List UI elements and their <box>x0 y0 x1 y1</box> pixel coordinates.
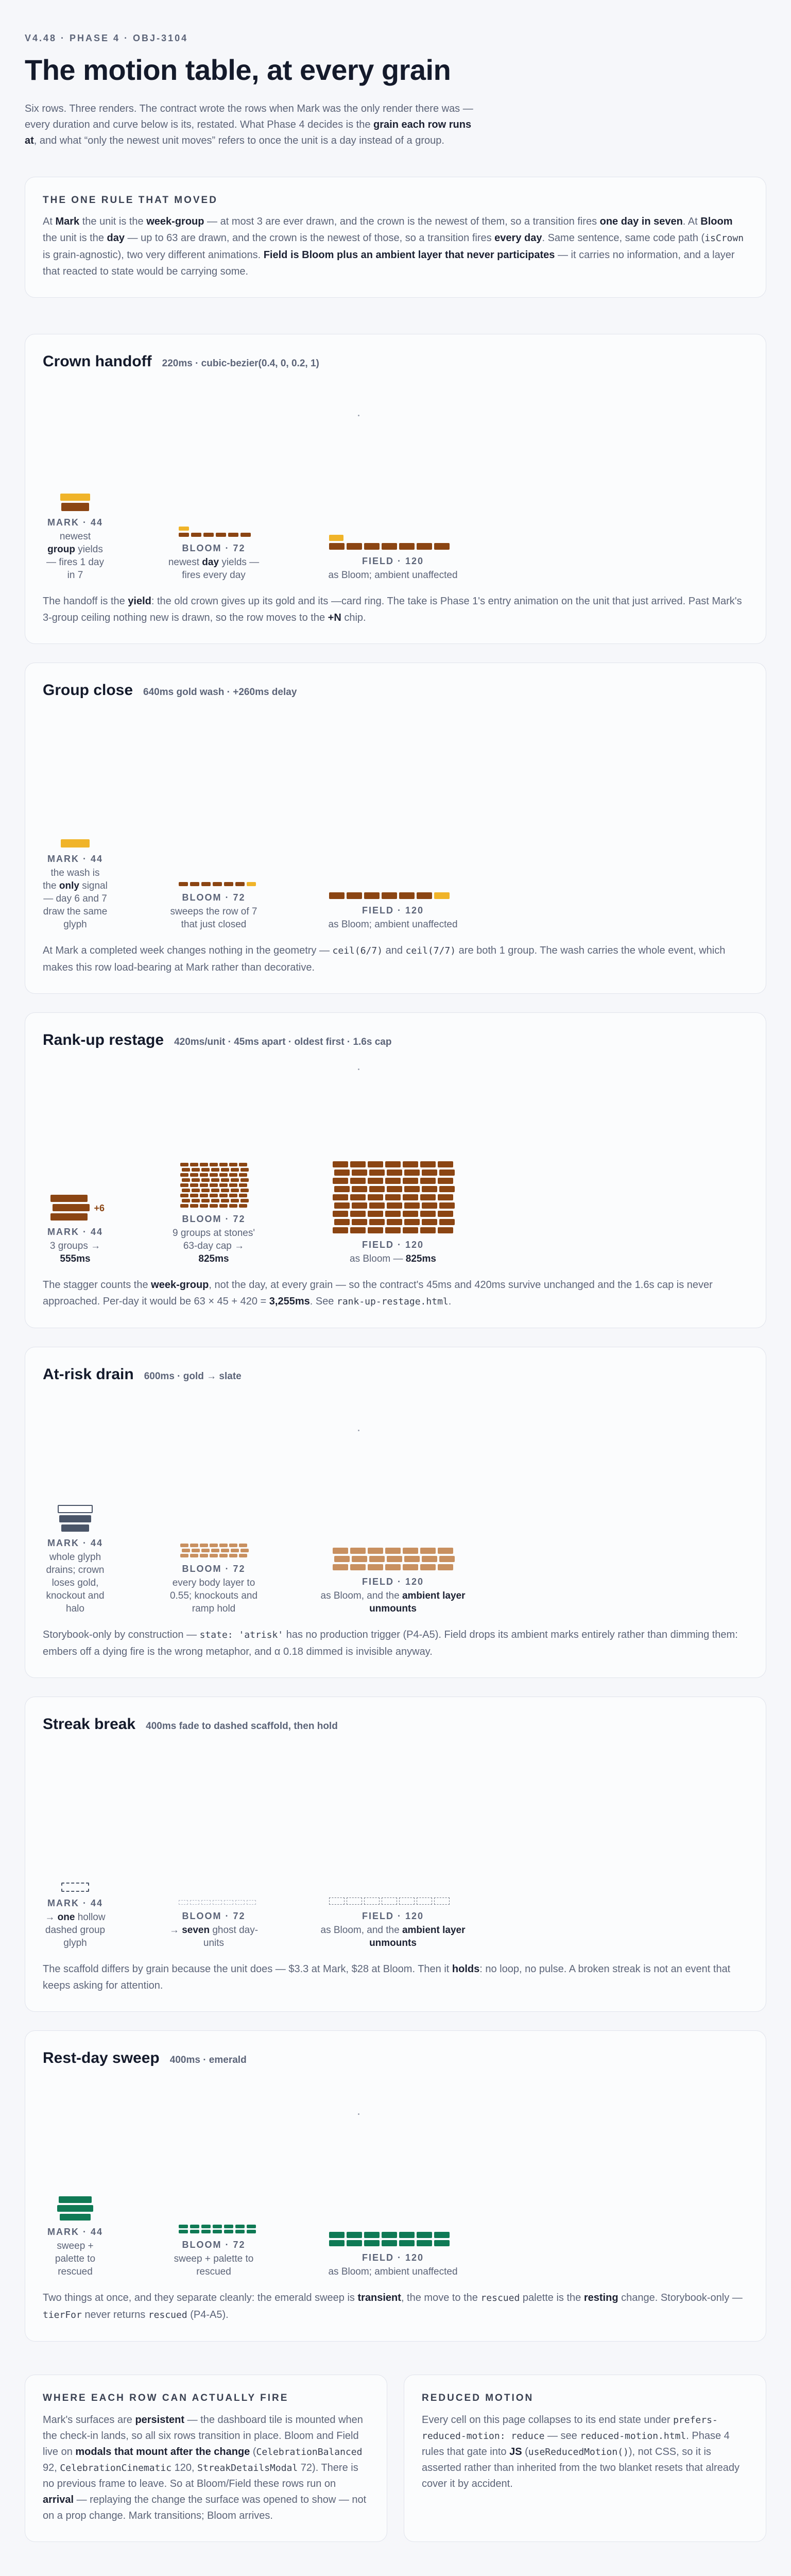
brick <box>231 1168 239 1172</box>
page-eyebrow: V4.48 · PHASE 4 · OBJ-3104 <box>25 33 188 43</box>
rule-eyebrow: THE ONE RULE THAT MOVED <box>43 195 218 206</box>
brick <box>210 1163 218 1166</box>
brick <box>219 1554 228 1557</box>
page-title: The motion table, at every grain <box>25 54 451 86</box>
grain-mark: MARK · 44 newest group yields — fires 1 day in 7 <box>43 494 108 582</box>
brick <box>211 1168 219 1172</box>
grain-field: FIELD · 120 as Bloom; ambient unaffected <box>316 2232 470 2278</box>
grain-mark: MARK · 44 → one hollow dashed group glyph <box>43 1883 108 1950</box>
grain-bloom: BLOOM · 72 9 groups at stones' 63-day cap → 825ms <box>167 1163 260 1265</box>
stage-marker <box>358 1430 359 1431</box>
brick <box>333 1211 348 1217</box>
brick <box>182 1189 190 1192</box>
brick <box>368 1161 383 1167</box>
brick <box>404 1186 420 1192</box>
brick <box>438 1161 453 1167</box>
brick <box>420 1227 436 1233</box>
row-stage <box>43 2072 748 2278</box>
brick <box>200 1204 208 1208</box>
brick <box>229 1183 237 1187</box>
brick <box>403 1161 418 1167</box>
brick <box>439 1170 455 1176</box>
brick <box>333 1194 348 1200</box>
overflow-chip: +6 <box>94 1203 105 1213</box>
rule-card <box>25 177 766 298</box>
brick <box>180 1204 188 1208</box>
row-spec: 640ms gold wash · +260ms delay <box>143 687 297 698</box>
brick <box>180 1183 188 1187</box>
row-stage <box>43 1054 748 1265</box>
brick <box>229 1163 237 1166</box>
brick <box>210 1544 218 1547</box>
brick <box>219 1204 228 1208</box>
brick <box>369 1202 385 1209</box>
brick <box>211 1199 219 1202</box>
row-description: The handoff is the yield: the old crown gives up its gold and its —card ring. The take is Phase 1's entry animation on the unit that just arrived. Past Mark's 3-group ceiling nothing new is drawn, so the row moves to the +N chip. <box>43 596 742 623</box>
brick <box>334 1186 350 1192</box>
brick <box>404 1219 420 1225</box>
row-spec: 420ms/unit · 45ms apart · oldest first · 1.6s cap <box>174 1037 392 1047</box>
page-intro: Six rows. Three renders. The contract wrote the rows when Mark was the only render there was — every duration and curve below is its, restated. What Phase 4 decides is the grain each row runs at, and what “only the newest unit moves” refers to once the unit is a day instead of a group. <box>25 103 473 146</box>
brick <box>239 1183 247 1187</box>
brick <box>422 1219 437 1225</box>
brick-row <box>182 1199 249 1202</box>
brick-row <box>333 1548 453 1554</box>
brick <box>352 1170 367 1176</box>
mark-glyph <box>43 1883 108 1892</box>
brick <box>334 1170 350 1176</box>
row-group-close <box>25 663 766 994</box>
brick <box>422 1556 437 1562</box>
row-description: The stagger counts the week-group, not the day, at every grain — so the contract's 45ms and 420ms survive unchanged and the 1.6s cap is never approached. Per-day it would be 63 × 45 + 420 = 3,255ms. See rank-up-restage.html. <box>43 1279 713 1307</box>
brick-row <box>334 1219 455 1225</box>
brick <box>438 1178 453 1184</box>
brick <box>200 1173 208 1177</box>
brick <box>190 1204 198 1208</box>
bloom-glyph <box>167 1163 260 1208</box>
brick <box>333 1564 348 1570</box>
brick <box>369 1170 385 1176</box>
row-stage <box>43 376 748 582</box>
brick <box>403 1564 418 1570</box>
brick <box>333 1161 348 1167</box>
brick <box>201 1549 210 1552</box>
grain-field: FIELD · 120 as Bloom, and the ambient layer unmounts <box>316 1897 470 1950</box>
row-title: Group close <box>43 682 133 699</box>
row-stage <box>43 1738 748 1950</box>
brick-row <box>180 1544 247 1547</box>
brick <box>182 1178 190 1182</box>
brick <box>231 1549 239 1552</box>
brick <box>385 1548 401 1554</box>
brick-row <box>333 1178 453 1184</box>
brick <box>229 1554 237 1557</box>
brick <box>420 1178 436 1184</box>
brick <box>240 1178 249 1182</box>
brick <box>350 1178 366 1184</box>
brick <box>210 1194 218 1197</box>
brick <box>201 1199 210 1202</box>
brick <box>387 1170 402 1176</box>
brick <box>201 1168 210 1172</box>
brick <box>239 1204 247 1208</box>
brick <box>385 1227 401 1233</box>
brick <box>420 1548 436 1554</box>
stage-marker <box>358 415 359 416</box>
brick <box>192 1178 200 1182</box>
brick <box>211 1178 219 1182</box>
brick <box>200 1554 208 1557</box>
brick <box>182 1549 190 1552</box>
row-title: Streak break <box>43 1716 136 1733</box>
grain-bloom: BLOOM · 72 newest day yields — fires every day <box>167 527 260 582</box>
brick <box>229 1173 237 1177</box>
grain-bloom: BLOOM · 72 → seven ghost day-units <box>167 1900 260 1950</box>
field-glyph <box>316 892 470 899</box>
brick <box>180 1163 188 1166</box>
brick <box>352 1219 367 1225</box>
brick <box>231 1178 239 1182</box>
brick <box>182 1199 190 1202</box>
brick <box>387 1219 402 1225</box>
brick <box>239 1173 247 1177</box>
where-rows-fire-card <box>25 2375 387 2542</box>
brick <box>239 1554 247 1557</box>
brick <box>438 1211 453 1217</box>
brick <box>229 1544 237 1547</box>
brick <box>219 1173 228 1177</box>
brick <box>439 1219 455 1225</box>
row-at-risk-drain <box>25 1347 766 1678</box>
brick <box>350 1211 366 1217</box>
brick <box>387 1202 402 1209</box>
brick <box>192 1199 200 1202</box>
grain-bloom: BLOOM · 72 sweep + palette to rescued <box>167 2225 260 2278</box>
brick-row <box>182 1178 249 1182</box>
brick <box>369 1186 385 1192</box>
brick <box>231 1189 239 1192</box>
brick-row <box>180 1173 247 1177</box>
brick <box>420 1211 436 1217</box>
brick <box>368 1227 383 1233</box>
reduced-eyebrow: REDUCED MOTION <box>422 2393 534 2403</box>
brick <box>192 1168 200 1172</box>
brick-row <box>334 1202 455 1209</box>
brick <box>368 1178 383 1184</box>
brick <box>240 1549 249 1552</box>
grain-bloom: BLOOM · 72 every body layer to 0.55; knockouts and ramp hold <box>167 1544 260 1615</box>
bloom-glyph <box>167 2225 260 2233</box>
row-title: Rest-day sweep <box>43 2049 160 2066</box>
brick <box>229 1204 237 1208</box>
brick <box>404 1556 420 1562</box>
brick <box>190 1163 198 1166</box>
brick <box>240 1168 249 1172</box>
row-rest-day-sweep <box>25 2030 766 2342</box>
grain-bloom: BLOOM · 72 sweeps the row of 7 that just closed <box>167 882 260 931</box>
brick <box>350 1194 366 1200</box>
brick <box>403 1211 418 1217</box>
row-crown-handoff <box>25 334 766 644</box>
brick <box>368 1194 383 1200</box>
brick <box>333 1227 348 1233</box>
brick <box>229 1194 237 1197</box>
row-spec: 600ms · gold → slate <box>144 1371 242 1382</box>
fire-text: Mark's surfaces are persistent — the dashboard tile is mounted when the check-in lands, so all six rows transition in place. Bloom and Field live on modals that mount after the change (CelebrationBalanced 92, CelebrationCinematic 120, StreakDetailsModal 72). There is no previous frame to leave. So at Bloom/Field these rows run on arrival — replaying the change the surface was opened to show — not on a prop change. Mark transitions; Bloom arrives. <box>43 2414 367 2521</box>
brick <box>438 1564 453 1570</box>
brick <box>403 1194 418 1200</box>
brick <box>352 1556 367 1562</box>
brick <box>422 1186 437 1192</box>
row-spec: 400ms · emerald <box>169 2055 247 2065</box>
brick <box>385 1161 401 1167</box>
grain-field: FIELD · 120 as Bloom, and the ambient layer unmounts <box>316 1548 470 1615</box>
brick <box>239 1163 247 1166</box>
brick <box>368 1564 383 1570</box>
brick <box>219 1183 228 1187</box>
bloom-glyph <box>167 1544 260 1557</box>
field-glyph <box>316 2232 470 2246</box>
brick-row <box>334 1170 455 1176</box>
footer-grid <box>25 2375 766 2542</box>
brick <box>439 1186 455 1192</box>
mark-glyph <box>43 1505 108 1532</box>
brick <box>201 1178 210 1182</box>
mark-glyph <box>43 2196 108 2221</box>
brick <box>200 1544 208 1547</box>
brick <box>368 1548 383 1554</box>
row-title: Crown handoff <box>43 353 152 370</box>
row-stage <box>43 704 748 931</box>
grain-field: FIELD · 120 as Bloom — 825ms <box>316 1161 470 1265</box>
row-rank-up-restage <box>25 1012 766 1328</box>
brick <box>385 1194 401 1200</box>
brick-row <box>333 1564 453 1570</box>
brick <box>352 1186 367 1192</box>
brick <box>333 1548 348 1554</box>
rule-text: At Mark the unit is the week-group — at most 3 are ever drawn, and the crown is the newest of them, so a transition fires one day in seven. At Bloom the unit is the day — up to 63 are drawn, and the crown is the newest of those, so a transition fires every day. Same sentence, same code path (isCrown is grain-agnostic), two very different animations. Field is Bloom plus an ambient layer that never participates — it carries no information, and a layer that reacted to state would be carrying some. <box>43 216 744 277</box>
brick <box>182 1168 190 1172</box>
brick <box>350 1161 366 1167</box>
brick <box>403 1548 418 1554</box>
grain-field: FIELD · 120 as Bloom; ambient unaffected <box>316 892 470 931</box>
field-glyph <box>316 1161 470 1233</box>
brick <box>190 1194 198 1197</box>
row-streak-break <box>25 1697 766 2012</box>
brick <box>387 1556 402 1562</box>
brick-row <box>334 1186 455 1192</box>
brick <box>180 1554 188 1557</box>
grain-mark: MARK · 44 the wash is the only signal — day 6 and 7 draw the same glyph <box>43 839 108 931</box>
brick <box>385 1211 401 1217</box>
brick <box>180 1544 188 1547</box>
brick <box>350 1227 366 1233</box>
brick <box>350 1564 366 1570</box>
brick <box>231 1199 239 1202</box>
brick-row <box>180 1163 247 1166</box>
brick <box>210 1173 218 1177</box>
field-glyph <box>316 535 470 550</box>
brick <box>211 1549 219 1552</box>
brick <box>239 1194 247 1197</box>
brick <box>438 1194 453 1200</box>
brick <box>192 1189 200 1192</box>
brick <box>420 1161 436 1167</box>
grain-mark: +6 MARK · 44 3 groups → 555ms <box>43 1195 108 1265</box>
brick-row <box>182 1168 249 1172</box>
brick <box>211 1189 219 1192</box>
brick <box>239 1544 247 1547</box>
brick <box>190 1183 198 1187</box>
brick <box>369 1219 385 1225</box>
brick-row <box>180 1204 247 1208</box>
brick <box>190 1173 198 1177</box>
brick <box>200 1194 208 1197</box>
brick <box>201 1189 210 1192</box>
field-glyph <box>316 1548 470 1570</box>
brick <box>422 1202 437 1209</box>
brick <box>219 1194 228 1197</box>
brick <box>404 1202 420 1209</box>
brick <box>334 1219 350 1225</box>
grain-mark: MARK · 44 whole glyph drains; crown loses gold, knockout and halo <box>43 1505 108 1615</box>
brick <box>439 1202 455 1209</box>
brick <box>385 1178 401 1184</box>
fire-eyebrow: WHERE EACH ROW CAN ACTUALLY FIRE <box>43 2393 289 2403</box>
brick <box>219 1163 228 1166</box>
brick-row <box>180 1554 247 1557</box>
row-description: Storybook-only by construction — state: 'atrisk' has no production trigger (P4-A5). Field drops its ambient marks entirely rather than dimming them: embers off a dying fire is the wrong metaphor, and α 0.18 dimmed is invisible anyway. <box>43 1629 738 1657</box>
brick <box>404 1170 420 1176</box>
row-title: Rank-up restage <box>43 1031 164 1048</box>
brick <box>333 1178 348 1184</box>
row-description: Two things at once, and they separate cleanly: the emerald sweep is transient, the move to the rescued palette is the resting change. Storybook-only — tierFor never returns rescued (P4-A5). <box>43 2292 743 2320</box>
brick-row <box>182 1549 249 1552</box>
brick <box>420 1194 436 1200</box>
row-title: At-risk drain <box>43 1366 134 1383</box>
brick <box>350 1548 366 1554</box>
brick-row <box>333 1161 453 1167</box>
brick-row <box>333 1211 453 1217</box>
brick <box>438 1548 453 1554</box>
brick <box>210 1554 218 1557</box>
row-description: The scaffold differs by grain because the unit does — $3.3 at Mark, $28 at Bloom. Then it holds: no loop, no pulse. A broken streak is not an event that keeps asking for attention. <box>43 1963 731 1991</box>
brick-row <box>333 1194 453 1200</box>
brick <box>240 1189 249 1192</box>
reduced-text: Every cell on this page collapses to its end state under prefers-reduced-motion: reduce — see reduced-motion.html. Phase 4 rules that gate into JS (useReducedMotion()), not CSS, so it is asserted rather than inherited from the two blanket resets that already cover it by accident. <box>422 2414 740 2489</box>
row-spec: 400ms fade to dashed scaffold, then hold <box>146 1721 338 1732</box>
row-spec: 220ms · cubic-bezier(0.4, 0, 0.2, 1) <box>162 358 319 369</box>
field-glyph <box>316 1897 470 1905</box>
reduced-motion-card <box>404 2375 766 2542</box>
brick <box>221 1549 229 1552</box>
brick <box>180 1173 188 1177</box>
brick <box>200 1183 208 1187</box>
brick-row <box>180 1183 247 1187</box>
brick <box>403 1178 418 1184</box>
brick <box>210 1204 218 1208</box>
brick <box>180 1194 188 1197</box>
brick <box>334 1202 350 1209</box>
bloom-glyph <box>167 527 260 537</box>
brick-row <box>182 1189 249 1192</box>
row-stage <box>43 1388 748 1615</box>
brick <box>210 1183 218 1187</box>
brick <box>422 1170 437 1176</box>
mark-glyph <box>43 839 108 848</box>
brick-row <box>333 1227 453 1233</box>
stage-marker <box>358 2113 359 2115</box>
stage-marker <box>358 1069 359 1070</box>
brick <box>334 1556 350 1562</box>
brick <box>352 1202 367 1209</box>
brick <box>439 1556 455 1562</box>
brick <box>240 1199 249 1202</box>
brick-row <box>334 1556 455 1562</box>
brick <box>219 1544 228 1547</box>
brick <box>368 1211 383 1217</box>
bloom-glyph <box>167 882 260 886</box>
mark-glyph <box>43 494 108 511</box>
grain-mark: MARK · 44 sweep + palette to rescued <box>43 2196 108 2278</box>
brick <box>403 1227 418 1233</box>
brick <box>438 1227 453 1233</box>
row-description: At Mark a completed week changes nothing in the geometry — ceil(6/7) and ceil(7/7) are both 1 group. The wash carries the whole event, which makes this row load-bearing at Mark rather than decorative. <box>43 945 726 973</box>
brick <box>369 1556 385 1562</box>
grain-field: FIELD · 120 as Bloom; ambient unaffected <box>316 535 470 582</box>
brick <box>192 1549 200 1552</box>
bloom-glyph <box>167 1900 260 1905</box>
brick <box>387 1186 402 1192</box>
brick <box>221 1199 229 1202</box>
mark-glyph <box>43 1195 108 1221</box>
brick <box>385 1564 401 1570</box>
brick <box>221 1178 229 1182</box>
brick <box>190 1544 198 1547</box>
brick <box>221 1168 229 1172</box>
brick-row <box>180 1194 247 1197</box>
brick <box>221 1189 229 1192</box>
brick <box>200 1163 208 1166</box>
brick <box>190 1554 198 1557</box>
brick <box>420 1564 436 1570</box>
